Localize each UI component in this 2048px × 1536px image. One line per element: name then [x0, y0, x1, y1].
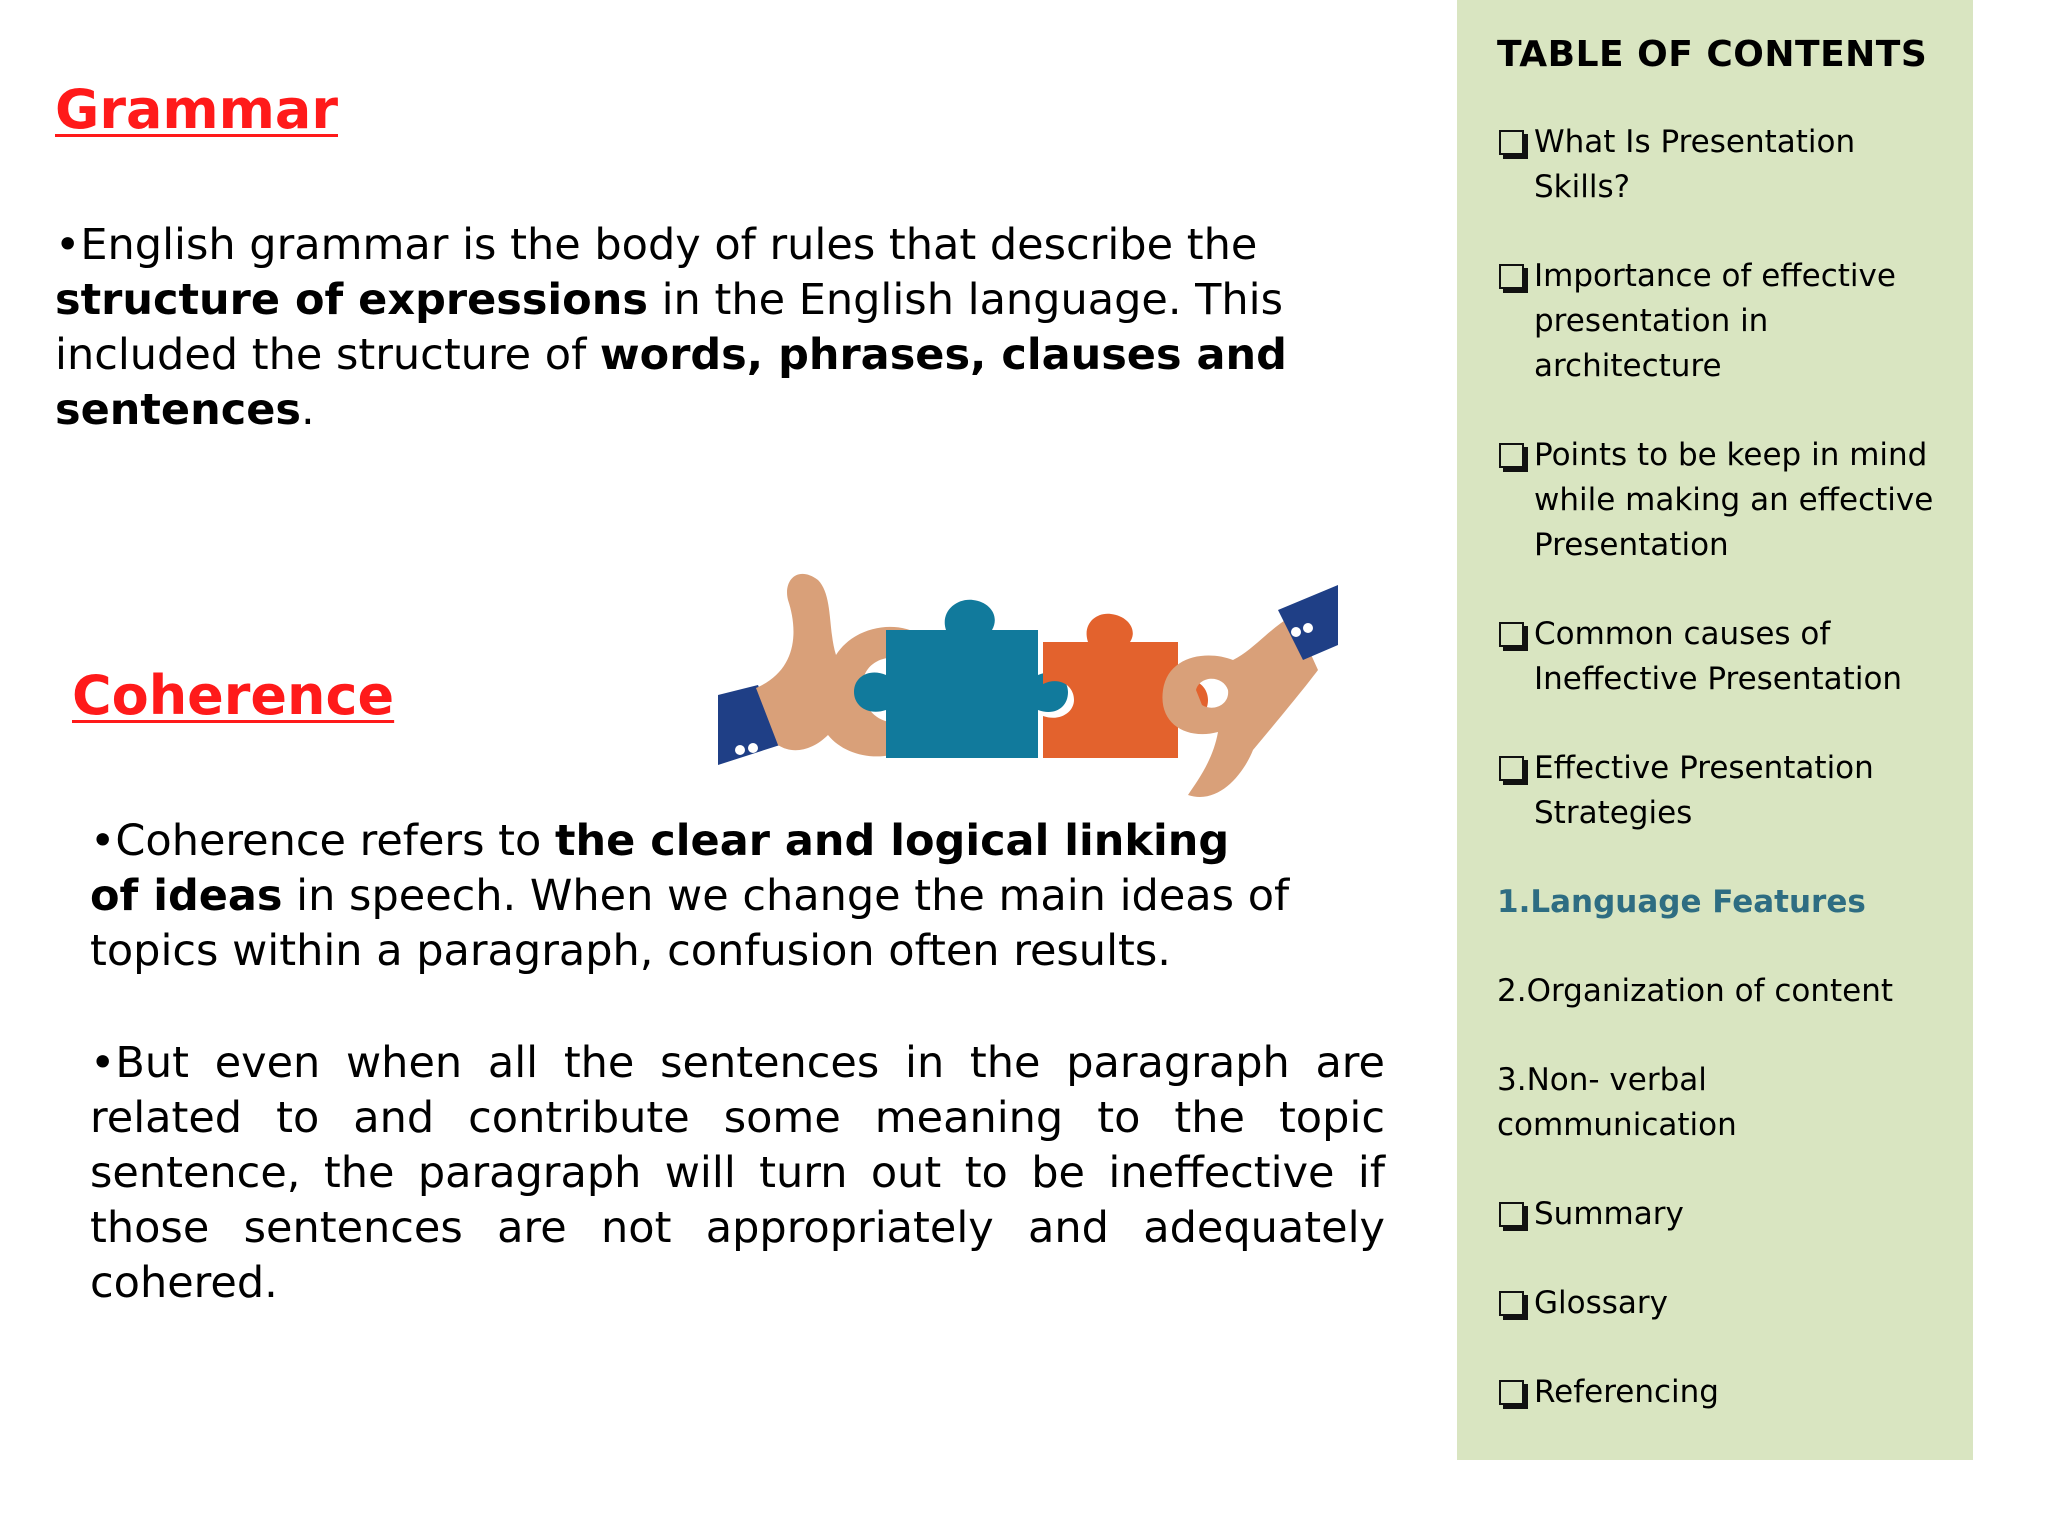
grammar-bold-2: words, phrases, clauses and sentences	[55, 330, 1287, 435]
toc-item-label: Effective Presentation Strategies	[1534, 750, 1874, 831]
table-of-contents	[1457, 0, 1973, 1460]
toc-item-label: Referencing	[1534, 1374, 1719, 1410]
toc-item-effective-strategies[interactable]	[1497, 746, 1943, 836]
toc-item-points-to-keep-in-mind[interactable]	[1497, 433, 1943, 568]
grammar-text-1: English grammar is the body of rules that describe the	[80, 220, 1258, 270]
coherence-text-1: Coherence refers to	[115, 816, 555, 866]
toc-item-label: What Is Presentation Skills?	[1534, 124, 1856, 205]
checkbox-bullet-icon	[1499, 1291, 1524, 1316]
toc-item-label: Points to be keep in mind while making an effective Presentation	[1534, 437, 1934, 563]
toc-item-importance[interactable]	[1497, 254, 1943, 389]
checkbox-bullet-icon	[1499, 1202, 1524, 1227]
toc-item-language-features[interactable]	[1497, 880, 1943, 925]
toc-item-label: 1.Language Features	[1497, 884, 1866, 920]
checkbox-bullet-icon	[1499, 130, 1524, 155]
coherence-paragraph-2: •But even when all the sentences in the paragraph are related to and contribute some meaning to the topic sentence, the paragraph will turn out to be ineffective if those sentences are not appropriately and adequately cohered.	[90, 1038, 1385, 1308]
checkbox-bullet-icon	[1499, 756, 1524, 781]
grammar-heading: Grammar	[55, 78, 338, 141]
toc-item-label: 2.Organization of content	[1497, 973, 1894, 1009]
checkbox-bullet-icon	[1499, 1380, 1524, 1405]
grammar-paragraph	[55, 218, 1415, 438]
toc-item-referencing[interactable]	[1497, 1370, 1943, 1415]
grammar-text-3: .	[300, 385, 315, 435]
toc-item-common-causes[interactable]	[1497, 612, 1943, 702]
coherence-heading: Coherence	[72, 664, 395, 727]
toc-item-non-verbal-communication[interactable]	[1497, 1058, 1943, 1148]
toc-item-label: Importance of effective presentation in architecture	[1534, 258, 1896, 384]
coherence-text-2: in speech. When we change the main ideas of topics within a paragraph, confusion often results.	[90, 871, 1290, 976]
toc-item-label: Summary	[1534, 1196, 1684, 1232]
blue-puzzle-piece-icon	[854, 600, 1068, 758]
toc-item-label: Common causes of Ineffective Presentation	[1534, 616, 1903, 697]
coherence-paragraph-1	[90, 814, 1390, 979]
checkbox-bullet-icon	[1499, 264, 1524, 289]
grammar-text-2: in the English language. This included the structure of	[55, 275, 1284, 380]
toc-item-what-is-presentation-skills[interactable]	[1497, 120, 1943, 210]
coherence-bold-2: of ideas	[90, 871, 283, 921]
grammar-bold-1: structure of expressions	[55, 275, 648, 325]
puzzle-hands-icon	[718, 560, 1338, 820]
toc-item-label: 3.Non- verbal communication	[1497, 1062, 1737, 1143]
bullet: •	[55, 220, 81, 270]
coherence-bold-1: the clear and logical linking	[555, 816, 1230, 866]
toc-item-organization-of-content[interactable]	[1497, 969, 1943, 1014]
checkbox-bullet-icon	[1499, 443, 1524, 468]
checkbox-bullet-icon	[1499, 622, 1524, 647]
toc-item-glossary[interactable]	[1497, 1281, 1943, 1326]
toc-title: TABLE OF CONTENTS	[1497, 34, 1928, 75]
toc-item-summary[interactable]	[1497, 1192, 1943, 1237]
toc-list	[1497, 120, 1943, 1415]
toc-item-label: Glossary	[1534, 1285, 1668, 1321]
bullet: •	[90, 816, 116, 866]
